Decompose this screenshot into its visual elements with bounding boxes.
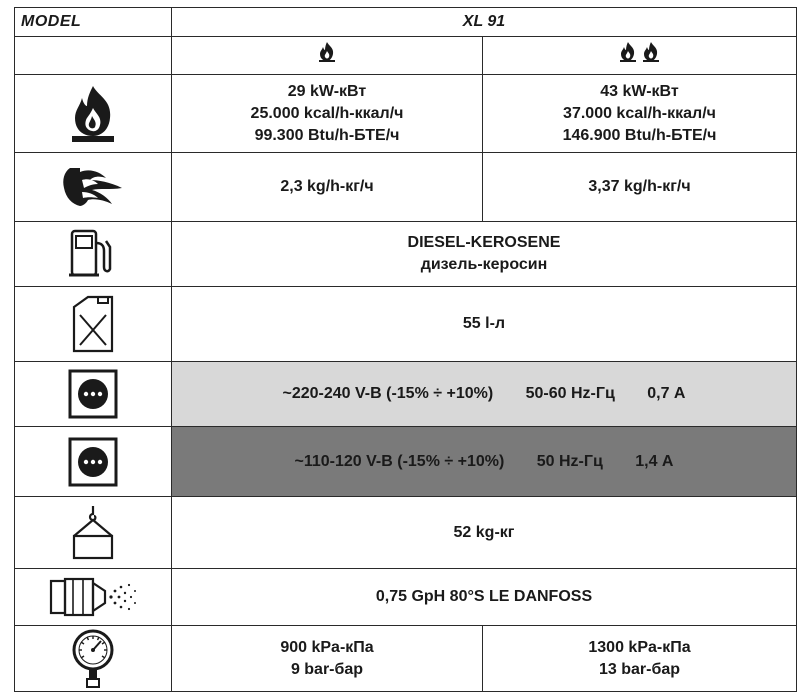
weight-value-cell: 52 kg-кг	[172, 497, 797, 569]
weight-icon-cell	[15, 497, 172, 569]
empty-cell	[15, 37, 172, 75]
burner-flame-icon	[60, 164, 126, 210]
pressure-icon-cell	[15, 626, 172, 692]
voltage-110-volts: ~110-120 V-B (-15% ÷ +10%)	[294, 452, 505, 470]
fuel-row	[15, 222, 797, 287]
nozzle-icon-cell	[15, 569, 172, 626]
weight-row	[15, 497, 797, 569]
power-high-btu: 146.900 Btu/h-БТЕ/ч	[562, 126, 717, 144]
power-low-kcal: 25.000 kcal/h-ккал/ч	[250, 104, 404, 122]
consumption-low-cell: 2,3 kg/h-кг/ч	[172, 153, 483, 222]
flame-low-cell	[172, 37, 483, 75]
pressure-low-kpa: 900 kPa-кПа	[280, 638, 374, 656]
socket-icon-cell-110	[15, 427, 172, 497]
voltage-110-hz: 50 Hz-Гц	[536, 452, 603, 470]
flame-icon	[317, 41, 337, 63]
pressure-high-bar: 13 bar-бар	[598, 660, 681, 678]
fuel-value-cell	[172, 222, 797, 287]
pressure-low-cell	[172, 626, 483, 692]
fuel-type-ru: дизель-керосин	[420, 256, 548, 273]
voltage-230-hz: 50-60 Hz-Гц	[525, 385, 615, 402]
power-high-cell	[483, 75, 797, 153]
socket-icon-cell-230	[15, 362, 172, 427]
power-low-btu: 99.300 Btu/h-БТЕ/ч	[254, 126, 400, 144]
fuel-pump-icon	[66, 227, 120, 281]
header-row	[15, 8, 797, 37]
pressure-high-cell	[483, 626, 797, 692]
power-high-kw: 43 kW-кВт	[600, 82, 679, 100]
power-low-cell	[172, 75, 483, 153]
spec-table	[14, 7, 797, 692]
voltage-110-cell	[172, 427, 797, 497]
tank-value-cell: 55 l-л	[172, 287, 797, 362]
electrical-socket-icon	[67, 368, 119, 420]
power-row	[15, 75, 797, 153]
hook-weight-icon	[68, 504, 118, 562]
power-icon-cell	[15, 75, 172, 153]
fire-icon	[68, 84, 118, 144]
spray-nozzle-icon	[47, 575, 139, 619]
pressure-row	[15, 626, 797, 692]
power-low-kw: 29 kW-кВт	[287, 82, 367, 100]
nozzle-value-cell: 0,75 GpH 80°S LE DANFOSS	[172, 569, 797, 626]
voltage-230-row	[15, 362, 797, 427]
fuel-type-en: DIESEL-KEROSENE	[407, 234, 561, 251]
voltage-110-amps: 1,4 A	[635, 452, 674, 470]
electrical-socket-icon	[67, 436, 119, 488]
voltage-110-row	[15, 427, 797, 497]
pressure-low-bar: 9 bar-бар	[290, 660, 364, 678]
fuel-icon-cell	[15, 222, 172, 287]
model-name: XL 91	[172, 8, 797, 37]
voltage-230-cell	[172, 362, 797, 427]
pressure-gauge-icon	[70, 628, 116, 690]
tank-icon-cell	[15, 287, 172, 362]
power-high-kcal: 37.000 kcal/h-ккал/ч	[563, 104, 716, 122]
nozzle-row	[15, 569, 797, 626]
model-label: MODEL	[15, 8, 172, 37]
pressure-high-kpa: 1300 kPa-кПа	[588, 638, 691, 656]
consumption-icon-cell	[15, 153, 172, 222]
double-flame-icon	[618, 41, 662, 63]
flame-level-row	[15, 37, 797, 75]
jerrycan-icon	[68, 293, 118, 355]
voltage-230-volts: ~220-240 V-B (-15% ÷ +10%)	[282, 385, 494, 402]
voltage-230-amps: 0,7 A	[647, 385, 686, 402]
consumption-high-cell: 3,37 kg/h-кг/ч	[483, 153, 797, 222]
consumption-row	[15, 153, 797, 222]
flame-high-cell	[483, 37, 797, 75]
tank-row	[15, 287, 797, 362]
